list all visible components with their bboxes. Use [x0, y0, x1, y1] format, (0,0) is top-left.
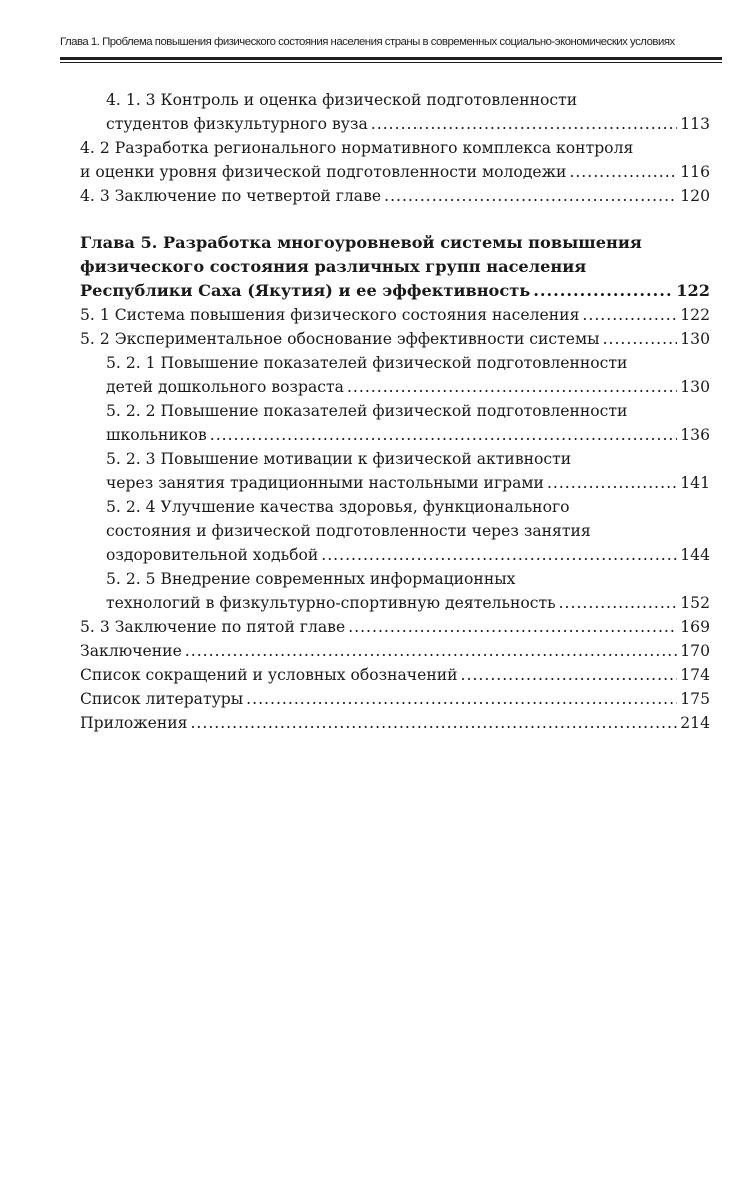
toc-entry-5-2-5[interactable] [80, 567, 710, 615]
toc-entry-5-2-1[interactable] [80, 351, 710, 399]
toc-entry-conclusion[interactable] [80, 639, 710, 663]
dot-leader [348, 615, 677, 639]
toc-page-number: 144 [680, 546, 710, 564]
toc-entry-text: 4. 1. 3 Контроль и оценка физической подготовленности [106, 91, 578, 109]
dot-leader [371, 112, 677, 136]
dot-leader [559, 591, 678, 615]
dot-leader [569, 160, 677, 184]
toc-entry-text: 5. 2. 3 Повышение мотивации к физической активности [106, 450, 572, 468]
dot-leader [547, 471, 677, 495]
toc-entry-appendices[interactable] [80, 711, 710, 735]
toc-entry-text: школьников [106, 426, 207, 444]
toc-page-number: 136 [680, 426, 710, 444]
toc-entry-text: 5. 2 Экспериментальное обоснование эффективности системы [80, 330, 600, 348]
toc-entry-text: физического состояния различных групп населения [80, 257, 587, 276]
toc-page-number: 113 [680, 115, 710, 133]
toc-entry-5-2[interactable] [80, 327, 710, 351]
toc-entry-4-3[interactable] [80, 184, 710, 208]
toc-entry-text: Приложения [80, 714, 188, 732]
toc-page-number: 152 [680, 594, 710, 612]
toc-entry-text: 5. 2. 2 Повышение показателей физической подготовленности [106, 402, 628, 420]
toc-page-number: 116 [680, 163, 710, 181]
toc-entry-5-2-2[interactable] [80, 399, 710, 447]
toc-entry-5-3[interactable] [80, 615, 710, 639]
toc-entry-4-2[interactable] [80, 136, 710, 184]
dot-leader [321, 543, 677, 567]
toc-entry-5-2-4[interactable] [80, 495, 710, 567]
dot-leader [210, 423, 678, 447]
toc-chapter-5-title[interactable] [80, 231, 710, 303]
toc-entry-text: 5. 2. 4 Улучшение качества здоровья, функционального [106, 498, 570, 516]
toc-page-number: 130 [680, 330, 710, 348]
toc-entry-text: и оценки уровня физической подготовленности молодежи [80, 163, 567, 181]
toc-entry-text: студентов физкультурного вуза [106, 115, 368, 133]
toc-entry-5-1[interactable] [80, 303, 710, 327]
toc-section-4-continued [80, 88, 710, 208]
dot-leader [582, 303, 677, 327]
toc-entry-text: Республики Саха (Якутия) и ее эффективность [80, 281, 531, 300]
toc-entry-text: 4. 2 Разработка регионального нормативного комплекса контроля [80, 139, 634, 157]
toc-entry-text: Список сокращений и условных обозначений [80, 666, 458, 684]
toc-page-number: 175 [680, 690, 710, 708]
toc-entry-text: 5. 2. 1 Повышение показателей физической подготовленности [106, 354, 628, 372]
dot-leader [246, 687, 677, 711]
toc-page-number: 214 [680, 714, 710, 732]
toc-page-number: 174 [680, 666, 710, 684]
toc-page-number: 170 [680, 642, 710, 660]
dot-leader [190, 711, 677, 735]
dot-leader [533, 279, 673, 303]
toc-entry-abbreviations[interactable] [80, 663, 710, 687]
toc-entry-text: детей дошкольного возраста [106, 378, 344, 396]
toc-entry-text: состояния и физической подготовленности через занятия [106, 522, 591, 540]
toc-entry-text: оздоровительной ходьбой [106, 546, 319, 564]
toc-entry-text: 4. 3 Заключение по четвертой главе [80, 187, 382, 205]
toc-entry-text: 5. 3 Заключение по пятой главе [80, 618, 346, 636]
toc-page-number: 130 [680, 378, 710, 396]
dot-leader [347, 375, 677, 399]
dot-leader [603, 327, 678, 351]
toc-entry-text: Глава 5. Разработка многоуровневой системы повышения [80, 233, 642, 252]
dot-leader [461, 663, 678, 687]
toc-page-number: 120 [680, 187, 710, 205]
header-rule-thin [60, 62, 722, 63]
toc-chapter-5 [80, 231, 710, 735]
toc-entry-text: 5. 2. 5 Внедрение современных информационных [106, 570, 516, 588]
toc-page-number: 169 [680, 618, 710, 636]
toc-entry-references[interactable] [80, 687, 710, 711]
toc-page-number: 122 [680, 306, 710, 324]
toc-entry-4-1-3[interactable] [80, 88, 710, 136]
toc-page-number: 122 [676, 281, 710, 300]
header-rule-thick [60, 57, 722, 60]
toc-entry-text: технологий в физкультурно-спортивную деятельность [106, 594, 556, 612]
toc-entry-5-2-3[interactable] [80, 447, 710, 495]
toc-entry-text: через занятия традиционными настольными играми [106, 474, 544, 492]
toc-page-number: 141 [680, 474, 710, 492]
toc-entry-text: 5. 1 Система повышения физического состояния населения [80, 306, 580, 324]
running-header: Глава 1. Проблема повышения физического состояния населения страны в современных социально-экономических условиях [60, 36, 675, 48]
dot-leader [185, 639, 677, 663]
toc-entry-text: Заключение [80, 642, 182, 660]
dot-leader [384, 184, 677, 208]
toc-entry-text: Список литературы [80, 690, 244, 708]
